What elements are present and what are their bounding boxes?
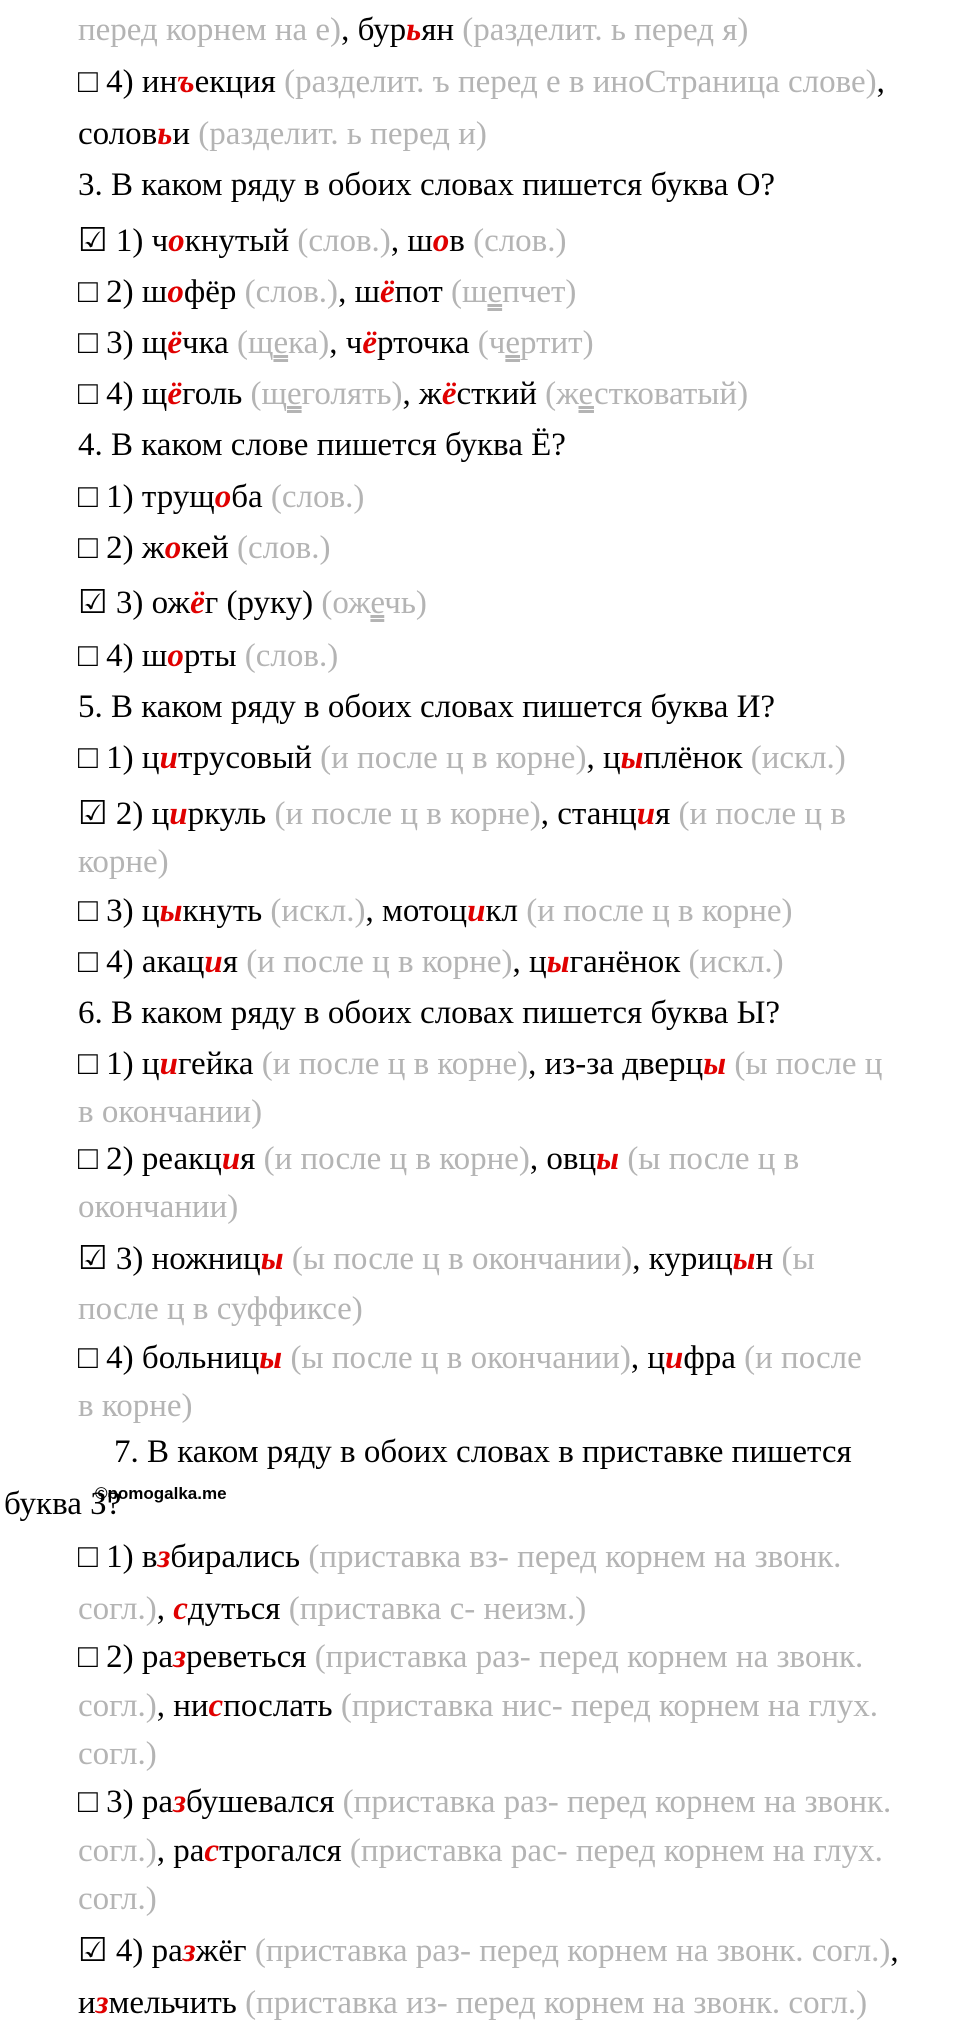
text-run: □ 1) в <box>78 1539 158 1575</box>
text-run: □ 3) ц <box>78 893 160 929</box>
highlighted-letter: о <box>432 223 450 259</box>
text-run: трогался <box>219 1833 350 1869</box>
text-run: , ш <box>338 274 380 310</box>
highlighted-letter: ё <box>362 325 378 361</box>
text-line <box>78 1831 883 1871</box>
highlighted-letter: с <box>208 1688 224 1724</box>
text-run: , ни <box>156 1688 209 1724</box>
text-run: , из-за дверц <box>528 1046 704 1082</box>
text-line <box>78 477 364 517</box>
hint-text: (и после ц в корне) <box>246 944 513 980</box>
text-line <box>78 1289 363 1329</box>
highlighted-letter: ё <box>190 585 205 621</box>
hint-text: (приставка нис- перед корнем на глух. <box>340 1688 878 1724</box>
text-run: я <box>222 944 247 980</box>
text-run: 4. В каком слове пишется буква Ё? <box>78 427 566 463</box>
hint-text: корне) <box>78 844 169 880</box>
hint-text: согл.) <box>78 1881 157 1917</box>
text-run: , ц <box>512 944 547 980</box>
text-run: 6. В каком ряду в обоих словах пишется буква Ы? <box>78 995 781 1031</box>
hint-text: (ож <box>321 585 371 621</box>
text-line <box>78 1044 882 1084</box>
text-line <box>78 993 780 1033</box>
text-line <box>78 1931 899 1971</box>
text-run: □ 2) ш <box>78 274 168 310</box>
text-run: трусовый <box>177 740 321 776</box>
hint-text: (ы после ц в <box>627 1141 800 1177</box>
text-run: , овц <box>529 1141 597 1177</box>
text-run: ркуль <box>187 796 275 832</box>
text-run: и <box>78 1985 96 2021</box>
hint-text: е <box>286 376 302 412</box>
hint-text: (щ <box>250 376 287 412</box>
hint-text: (слов.) <box>270 479 365 515</box>
text-run: , <box>876 64 885 100</box>
highlighted-letter: ы <box>259 1340 283 1376</box>
text-line <box>78 1782 891 1822</box>
text-run: , ш <box>390 223 433 259</box>
text-line <box>78 1139 799 1179</box>
text-line <box>114 1432 852 1472</box>
hint-text: (слов.) <box>244 638 339 674</box>
text-line <box>78 1239 815 1279</box>
text-line <box>78 10 748 50</box>
highlighted-letter: и <box>665 1340 684 1376</box>
text-run: буква З? <box>4 1486 122 1522</box>
hint-text: пчет) <box>502 274 577 310</box>
text-run: □ 4) щ <box>78 376 168 412</box>
highlighted-letter: з <box>95 1985 109 2021</box>
text-run: □ 2) реакц <box>78 1141 222 1177</box>
text-run: ☑ 2) ц <box>78 796 170 832</box>
text-run: □ 3) ра <box>78 1784 174 1820</box>
highlighted-letter: ь <box>406 12 422 48</box>
hint-text: (ы <box>781 1241 815 1277</box>
hint-text: (приставка рас- перед корнем на глух. <box>349 1833 883 1869</box>
text-line <box>78 1187 238 1227</box>
text-run: ☑ 3) ож <box>78 585 191 621</box>
text-run: □ 4) ш <box>78 638 168 674</box>
hint-text: ртит) <box>520 325 594 361</box>
hint-text: (искл.) <box>270 893 366 929</box>
hint-text: (и после ц в корне) <box>320 740 587 776</box>
hint-text: (ы после ц <box>734 1046 883 1082</box>
hint-text: голять) <box>301 376 403 412</box>
text-run: мельчить <box>108 1985 246 2021</box>
highlighted-letter: з <box>173 1639 186 1675</box>
text-run: , ч <box>329 325 363 361</box>
hint-text: чь) <box>384 585 427 621</box>
hint-text: в окончании) <box>78 1094 263 1130</box>
highlighted-letter: и <box>221 1141 241 1177</box>
text-run: я <box>655 796 679 832</box>
text-run: , <box>890 1933 899 1969</box>
highlighted-letter: и <box>159 740 178 776</box>
hint-text: е <box>273 325 289 361</box>
hint-text: (приставка с- неизм.) <box>288 1591 587 1627</box>
watermark: ©pomogalka.me <box>95 1484 227 1503</box>
highlighted-letter: ы <box>546 944 570 980</box>
hint-text: (ы после ц в окончании) <box>291 1241 633 1277</box>
hint-text: после ц в суффиксе) <box>78 1291 363 1327</box>
highlighted-letter: ы <box>732 1241 756 1277</box>
text-line <box>78 1686 878 1726</box>
text-line <box>78 794 846 834</box>
highlighted-letter: ъ <box>177 64 195 100</box>
text-run: екция <box>194 64 285 100</box>
text-run: ганёнок <box>569 944 689 980</box>
text-run: жёг <box>195 1933 255 1969</box>
hint-text: (приставка раз- перед корнем на звонк. согл.) <box>254 1933 891 1969</box>
hint-text: перед корнем на е) <box>78 12 342 48</box>
text-line <box>78 1537 841 1577</box>
highlighted-letter: и <box>467 893 486 929</box>
text-run: кей <box>181 530 238 566</box>
hint-text: (и после ц в корне) <box>261 1046 529 1082</box>
highlighted-letter: ь <box>157 116 173 152</box>
text-line <box>78 1386 193 1426</box>
highlighted-letter: о <box>167 638 184 674</box>
text-run: □ 2) ж <box>78 530 165 566</box>
text-run: □ 4) больниц <box>78 1340 260 1376</box>
text-line <box>78 425 566 465</box>
text-run: гейка <box>177 1046 262 1082</box>
text-line <box>78 1983 867 2023</box>
text-run: рты <box>183 638 245 674</box>
text-run: бушевался <box>185 1784 343 1820</box>
text-run: кнуть <box>182 893 271 929</box>
text-line <box>78 272 576 312</box>
hint-text: (приставка из- перед корнем на звонк. согл.) <box>245 1985 868 2021</box>
text-run: рточка <box>377 325 478 361</box>
text-line <box>78 842 169 882</box>
highlighted-letter: о <box>214 479 232 515</box>
text-run: ян <box>421 12 463 48</box>
hint-text: (и после ц в корне) <box>263 1141 530 1177</box>
text-line <box>78 62 885 102</box>
text-line <box>78 1092 262 1132</box>
text-line <box>78 891 793 931</box>
highlighted-letter: ы <box>620 740 644 776</box>
text-line <box>78 687 775 727</box>
text-run: ба <box>231 479 271 515</box>
hint-text: согл.) <box>78 1591 157 1627</box>
text-run: пот <box>394 274 452 310</box>
text-run: □ 3) щ <box>78 325 168 361</box>
text-run: 3. В каком ряду в обоих словах пишется буква О? <box>78 167 776 203</box>
text-run: □ 1) ц <box>78 740 160 776</box>
hint-text: (слов.) <box>297 223 391 259</box>
text-line <box>78 1637 863 1677</box>
text-run: , ра <box>156 1833 205 1869</box>
text-run: бирались <box>170 1539 309 1575</box>
text-run: послать <box>223 1688 341 1724</box>
hint-text: стковатый) <box>593 376 749 412</box>
hint-text: (слов.) <box>237 530 331 566</box>
highlighted-letter: с <box>204 1833 220 1869</box>
highlighted-letter: и <box>159 1046 178 1082</box>
highlighted-letter: ы <box>596 1141 620 1177</box>
hint-text: ка) <box>288 325 330 361</box>
text-run: солов <box>78 116 158 152</box>
hint-text: согл.) <box>78 1833 157 1869</box>
text-line <box>78 1338 862 1378</box>
text-line <box>78 942 784 982</box>
hint-text: (ч <box>477 325 506 361</box>
hint-text: (приставка вз- перед корнем на звонк. <box>308 1539 842 1575</box>
text-line <box>78 528 330 568</box>
text-run: , ц <box>586 740 621 776</box>
highlighted-letter: и <box>636 796 656 832</box>
text-run: , <box>156 1591 174 1627</box>
text-run: и <box>172 116 199 152</box>
highlighted-letter: о <box>164 530 182 566</box>
text-line <box>78 738 846 778</box>
text-run: сткий <box>456 376 546 412</box>
text-line <box>78 221 567 261</box>
hint-text: (разделит. ь перед я) <box>462 12 749 48</box>
text-run: , ц <box>630 1340 665 1376</box>
text-run: , мотоц <box>365 893 468 929</box>
hint-text: (и после <box>744 1340 862 1376</box>
text-run: фра <box>683 1340 745 1376</box>
text-line <box>78 114 487 154</box>
text-run: 7. В каком ряду в обоих словах в приставке пишется <box>114 1434 852 1470</box>
text-run: н <box>755 1241 782 1277</box>
hint-text: (ш <box>451 274 488 310</box>
hint-text: (ы после ц в окончании) <box>290 1340 631 1376</box>
hint-text: (и после ц в <box>678 796 846 832</box>
text-run: дуться <box>187 1591 289 1627</box>
text-line <box>78 323 594 363</box>
hint-text: е <box>370 585 385 621</box>
highlighted-letter: з <box>173 1784 186 1820</box>
hint-text: е <box>505 325 521 361</box>
hint-text: е <box>578 376 594 412</box>
highlighted-letter: о <box>167 274 184 310</box>
hint-text: (искл.) <box>750 740 846 776</box>
text-run: , куриц <box>632 1241 733 1277</box>
text-line <box>78 1734 157 1774</box>
text-run: кнутый <box>184 223 298 259</box>
text-run: □ 1) ц <box>78 1046 160 1082</box>
hint-text: (слов.) <box>473 223 567 259</box>
highlighted-letter: ё <box>167 325 182 361</box>
text-run: □ 4) акац <box>78 944 205 980</box>
highlighted-letter: и <box>204 944 223 980</box>
highlighted-letter: ы <box>703 1046 727 1082</box>
highlighted-letter: ё <box>441 376 457 412</box>
text-run: □ 4) ин <box>78 64 178 100</box>
highlighted-letter: ё <box>167 376 182 412</box>
hint-text: (разделит. ъ перед е в иноСтраница слове) <box>284 64 877 100</box>
hint-text: (и после ц в корне) <box>274 796 541 832</box>
hint-text: (искл.) <box>688 944 784 980</box>
text-run: □ 2) ра <box>78 1639 174 1675</box>
text-run: ☑ 3) ножниц <box>78 1241 261 1277</box>
text-run <box>284 1241 292 1277</box>
text-run: , станц <box>540 796 637 832</box>
hint-text: в корне) <box>78 1388 193 1424</box>
text-run: ☑ 1) ч <box>78 223 169 259</box>
text-run: □ 1) трущ <box>78 479 215 515</box>
highlighted-letter: ы <box>260 1241 284 1277</box>
text-line <box>78 374 748 414</box>
text-run: чка <box>182 325 238 361</box>
hint-text: (ж <box>545 376 579 412</box>
text-line <box>78 1589 586 1629</box>
text-line <box>78 1879 157 1919</box>
text-line <box>78 636 338 676</box>
text-run: плёнок <box>643 740 751 776</box>
text-run: в <box>449 223 474 259</box>
hint-text: (щ <box>237 325 274 361</box>
text-run: реветься <box>185 1639 315 1675</box>
highlighted-letter: о <box>168 223 185 259</box>
text-run: голь <box>182 376 251 412</box>
highlighted-letter: и <box>169 796 188 832</box>
text-line <box>78 583 427 623</box>
hint-text: е <box>487 274 503 310</box>
text-run: кл <box>485 893 527 929</box>
highlighted-letter: ё <box>379 274 395 310</box>
text-run: , бур <box>341 12 407 48</box>
text-run: г (руку) <box>204 585 322 621</box>
hint-text: согл.) <box>78 1688 157 1724</box>
text-run: фёр <box>183 274 245 310</box>
highlighted-letter: з <box>157 1539 171 1575</box>
text-run: 5. В каком ряду в обоих словах пишется буква И? <box>78 689 776 725</box>
hint-text: (разделит. ь перед и) <box>198 116 487 152</box>
text-run: , ж <box>402 376 442 412</box>
text-line <box>78 165 775 205</box>
hint-text: (и после ц в корне) <box>526 893 793 929</box>
hint-text: согл.) <box>78 1736 157 1772</box>
highlighted-letter: з <box>182 1933 196 1969</box>
text-run: я <box>240 1141 264 1177</box>
hint-text: окончании) <box>78 1189 239 1225</box>
hint-text: (приставка раз- перед корнем на звонк. <box>342 1784 892 1820</box>
highlighted-letter: с <box>173 1591 188 1627</box>
text-run: ☑ 4) ра <box>78 1933 183 1969</box>
hint-text: (приставка раз- перед корнем на звонк. <box>314 1639 864 1675</box>
hint-text: (слов.) <box>244 274 339 310</box>
highlighted-letter: ы <box>159 893 183 929</box>
